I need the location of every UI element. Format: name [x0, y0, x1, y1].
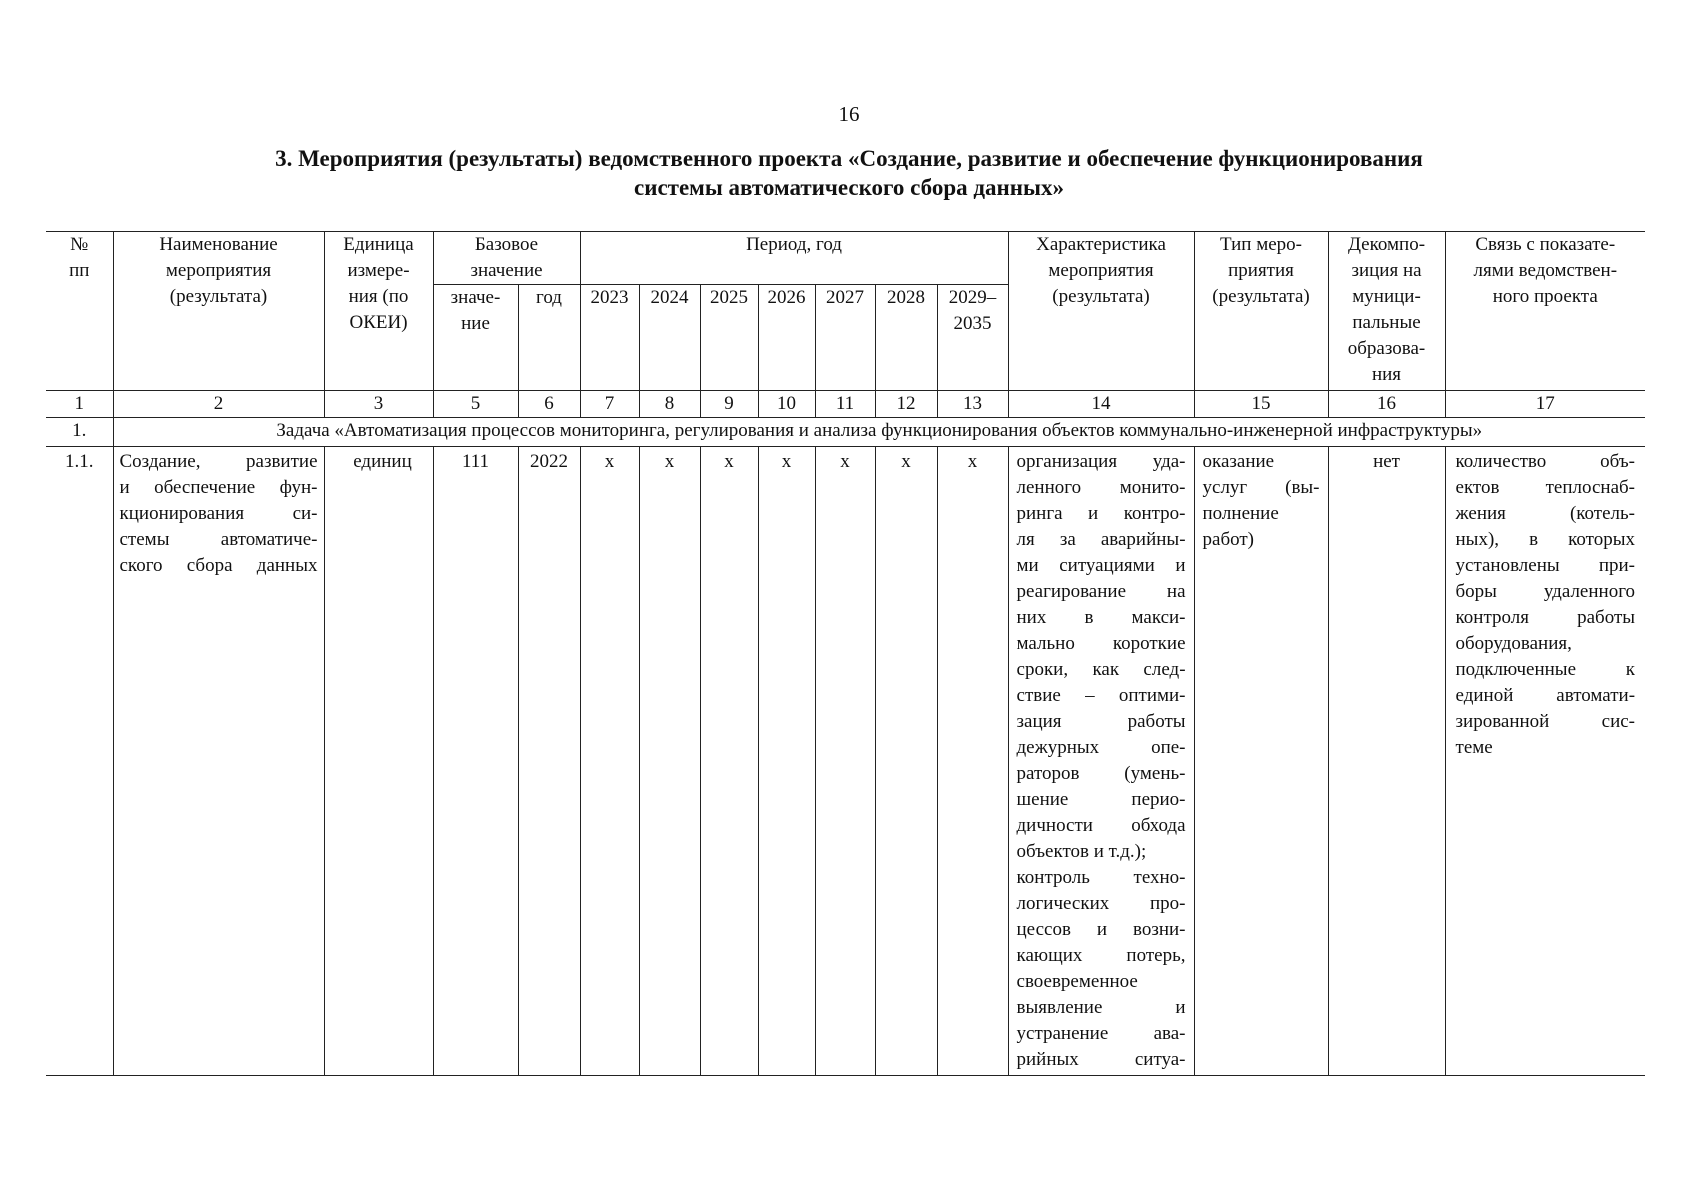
header-type: Тип меро- приятия (результата): [1194, 232, 1328, 391]
row-type: оказание услуг (вы- полнение работ): [1194, 447, 1328, 1076]
column-number: 15: [1194, 391, 1328, 418]
row-base-year: 2022: [518, 447, 580, 1076]
header-period: Период, год: [580, 232, 1008, 285]
header-year-2025: 2025: [700, 285, 758, 391]
header-unit: Единица измере- ния (по ОКЕИ): [324, 232, 433, 391]
header-year-2024: 2024: [639, 285, 700, 391]
column-number: 2: [113, 391, 324, 418]
header-base-year: год: [518, 285, 580, 391]
header-link: Связь с показате- лями ведомствен- ного проекта: [1445, 232, 1645, 391]
header-year-2023: 2023: [580, 285, 639, 391]
row-year-2029-2035: х: [937, 447, 1008, 1076]
row-year-2025: х: [700, 447, 758, 1076]
row-year-2024: х: [639, 447, 700, 1076]
header-year-2026: 2026: [758, 285, 815, 391]
row-number: 1.1.: [46, 447, 113, 1076]
row-base-value: 111: [433, 447, 518, 1076]
column-number: 7: [580, 391, 639, 418]
column-number: 14: [1008, 391, 1194, 418]
task-number: 1.: [46, 418, 113, 447]
column-number: 5: [433, 391, 518, 418]
header-row-1: [46, 232, 1645, 285]
title-line-2: системы автоматического сбора данных»: [634, 175, 1064, 200]
column-number: 11: [815, 391, 875, 418]
task-text: Задача «Автоматизация процессов мониторинга, регулирования и анализа функционирования объектов коммунально-инженерной инфраструктуры»: [113, 418, 1645, 447]
column-number: 8: [639, 391, 700, 418]
row-year-2028: х: [875, 447, 937, 1076]
header-decomposition: Декомпо- зиция на муници- пальные образова- ния: [1328, 232, 1445, 391]
header-num-text: № пп: [69, 234, 90, 281]
column-number: 3: [324, 391, 433, 418]
row-characteristic: организация уда- ленного монито- ринга и контро- ля за аварийны- ми ситуациями и реагирование на них в макси- мально короткие сроки, как след- ствие – оптими- зация работы дежурных опе- раторов (умень- шение перио- дичности обхода объектов и т.д.); контроль техно- логических про- цессов и возни- кающих потерь, своевременное выявление и устранение ава- рийных ситуа-: [1008, 447, 1194, 1076]
page-number: 16: [838, 102, 860, 126]
row-year-2026: х: [758, 447, 815, 1076]
row-year-2023: х: [580, 447, 639, 1076]
column-number: 9: [700, 391, 758, 418]
header-base: Базовое значение: [433, 232, 580, 285]
row-link: количество объ- ектов теплоснаб- жения (котель- ных), в которых установлены при- боры удаленного контроля работы оборудования, подключенные к единой автомати- зированной сис- теме: [1445, 447, 1645, 1076]
header-year-2027: 2027: [815, 285, 875, 391]
column-number: 12: [875, 391, 937, 418]
results-table: [46, 231, 1645, 1076]
column-number: 6: [518, 391, 580, 418]
header-characteristic: Характеристика мероприятия (результата): [1008, 232, 1194, 391]
column-number: 10: [758, 391, 815, 418]
header-base-value: значе- ние: [433, 285, 518, 391]
column-numbers-row: [46, 391, 1645, 418]
header-year-2029-2035: 2029–2035: [937, 285, 1008, 391]
header-name: Наименование мероприятия (результата): [113, 232, 324, 391]
task-row: [46, 418, 1645, 447]
column-number: 17: [1445, 391, 1645, 418]
column-number: 13: [937, 391, 1008, 418]
column-number: 16: [1328, 391, 1445, 418]
table-row: [46, 447, 1645, 1076]
header-year-2028: 2028: [875, 285, 937, 391]
document-title: [150, 144, 1548, 202]
row-year-2027: х: [815, 447, 875, 1076]
row-decomposition: нет: [1328, 447, 1445, 1076]
row-name: Создание, развитие и обеспечение фун- кционирования си- стемы автоматиче- ского сбора данных: [113, 447, 324, 1076]
row-unit: единиц: [324, 447, 433, 1076]
column-number: 1: [46, 391, 113, 418]
title-line-1: 3. Мероприятия (результаты) ведомственного проекта «Создание, развитие и обеспечение функционирования: [275, 146, 1423, 171]
header-num: [46, 232, 113, 391]
